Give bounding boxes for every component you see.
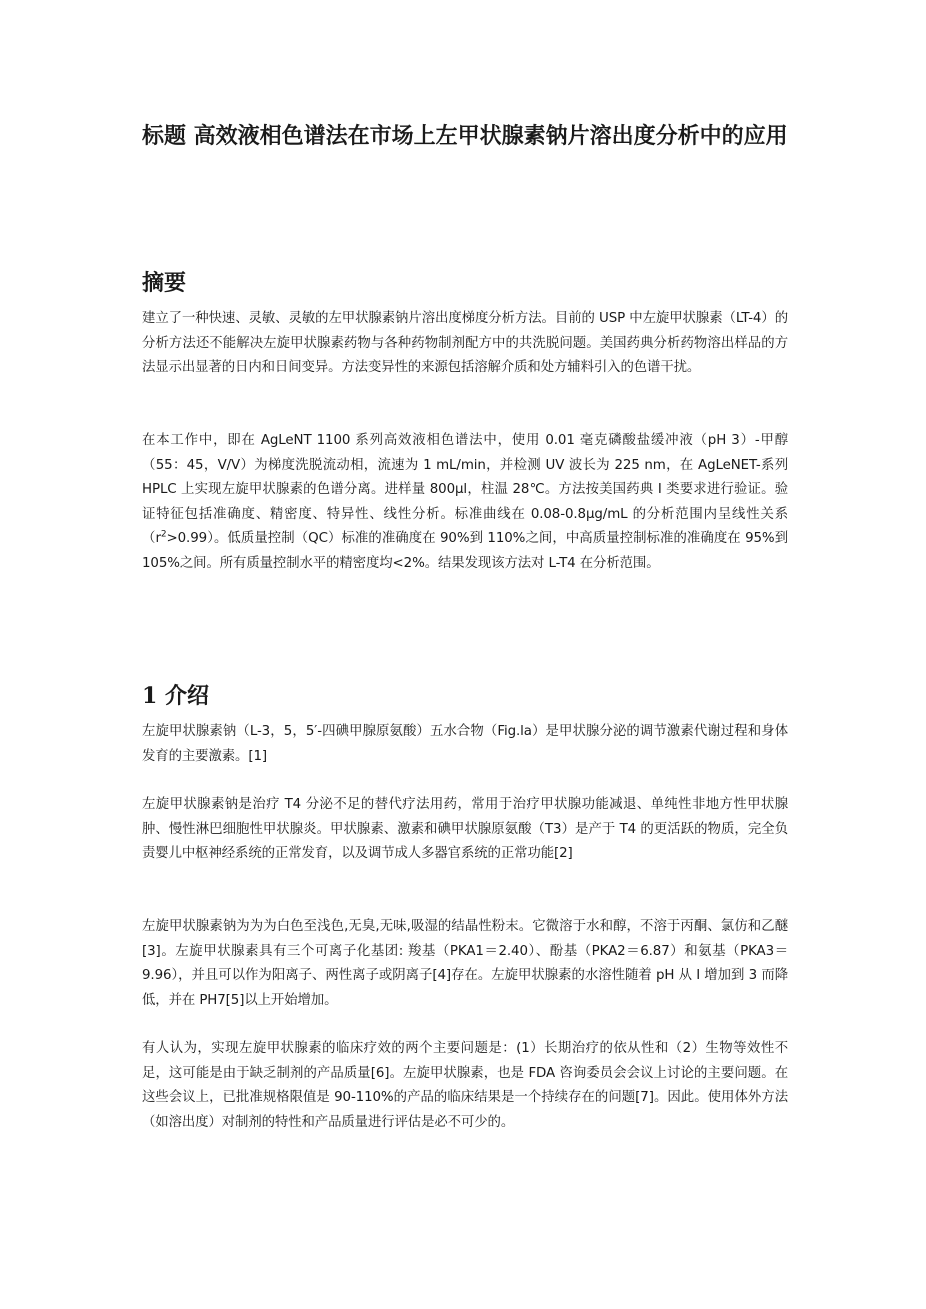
intro-heading: 1 介绍 xyxy=(142,683,209,709)
document-title: 标题 高效液相色谱法在市场上左甲状腺素钠片溶出度分析中的应用 xyxy=(142,123,788,149)
abstract-paragraph-2-part-a: 在本工作中，即在 AgLeNT 1100 系列高效液相色谱法中，使用 0.01 毫克磷酸盐缓冲液（pH 3）-甲醇（55：45，V/V）为梯度洗脱流动相，流速为 1 mL/min，并检测 UV 波长为 225 nm，在 AgLeNET-系列 HPLC 上实现左旋甲状腺素的色谱分离。进样量 800μl，柱温 28℃。方法按美国药典 I 类要求进行验证。验证特征包括准确度、精密度、特异性、线性分析。标准曲线在 0.08-0.8μg/mL 的分析范围内呈线性关系（r xyxy=(142,433,788,547)
r-squared-superscript: 2 xyxy=(160,529,167,540)
abstract-paragraph-2 xyxy=(142,429,788,577)
intro-paragraph-3: 左旋甲状腺素钠为为为白色至浅色,无臭,无味,吸湿的结晶性粉末。它微溶于水和醇，不溶于丙酮、氯仿和乙醚[3]。左旋甲状腺素具有三个可离子化基团: 羧基（PKA1＝2.40）、酚基（PKA2＝6.87）和氨基（PKA3＝9.96），并且可以作为阳离子、两性离子或阴离子[4]存在。左旋甲状腺素的水溶性随着 pH 从 I 增加到 3 而降低，并在 PH7[5]以上开始增加。 xyxy=(142,919,788,1008)
abstract-paragraph-2-part-b: >0.99）。低质量控制（QC）标准的准确度在 90%到 110%之间，中高质量控制标准的准确度在 95%到 105%之间。所有质量控制水平的精密度均<2%。结果发现该方法对 L-T4 在分析范围。 xyxy=(142,531,788,571)
abstract-heading: 摘要 xyxy=(142,270,187,296)
intro-paragraph-2: 左旋甲状腺素钠是治疗 T4 分泌不足的替代疗法用药，常用于治疗甲状腺功能减退、单纯性非地方性甲状腺肿、慢性淋巴细胞性甲状腺炎。甲状腺素、激素和碘甲状腺原氨酸（T3）是产于 T4 的更活跃的物质，完全负责婴儿中枢神经系统的正常发育，以及调节成人多器官系统的正常功能[2] xyxy=(142,797,788,862)
intro-paragraph-4: 有人认为，实现左旋甲状腺素的临床疗效的两个主要问题是：(1）长期治疗的依从性和（2）生物等效性不足，这可能是由于缺乏制剂的产品质量[6]。左旋甲状腺素，也是 FDA 咨询委员会会议上讨论的主要问题。在这些会议上，已批准规格限值是 90-110%的产品的临床结果是一个持续存在的问题[7]。因此。使用体外方法（如溶出度）对制剂的特性和产品质量进行评估是必不可少的。 xyxy=(142,1041,788,1130)
intro-paragraph-1: 左旋甲状腺素钠（L-3，5，5′-四碘甲腺原氨酸）五水合物（Fig.la）是甲状腺分泌的调节激素代谢过程和身体发育的主要激素。[1] xyxy=(142,724,788,764)
abstract-paragraph-1: 建立了一种快速、灵敏、灵敏的左甲状腺素钠片溶出度梯度分析方法。目前的 USP 中左旋甲状腺素（LT-4）的分析方法还不能解决左旋甲状腺素药物与各种药物制剂配方中的共洗脱问题。美国药典分析药物溶出样品的方法显示出显著的日内和日间变异。方法变异性的来源包括溶解介质和处方辅料引入的色谱干扰。 xyxy=(142,311,788,376)
